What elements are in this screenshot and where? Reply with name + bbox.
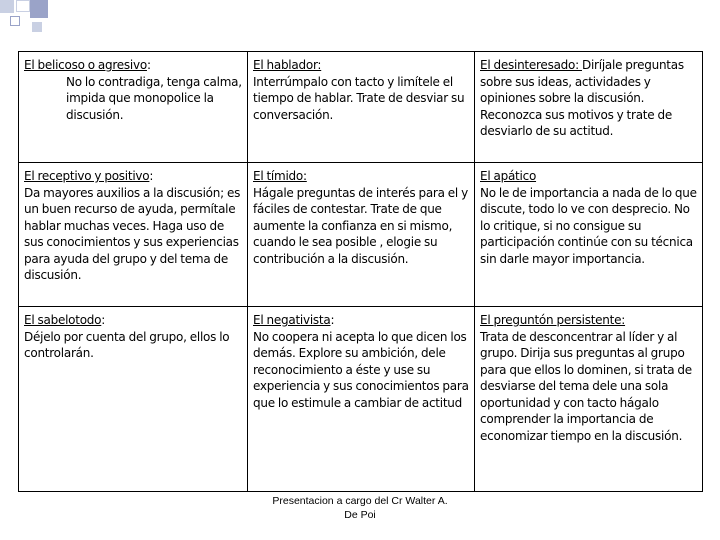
- cell-apatico: [475, 163, 703, 307]
- decorative-square: [10, 16, 20, 26]
- decorative-square: [16, 0, 30, 12]
- cell-title: El hablador:: [253, 58, 322, 72]
- cell-title: El sabelotodo: [24, 313, 102, 327]
- cell-title: El negativista: [253, 313, 331, 327]
- cell-text: No coopera ni acepta lo que dicen los demás. Explore su ambición, dele reconocimiento a éste y use su experiencia y sus conocimientos para que lo estimule a cambiar de actitud: [253, 329, 469, 410]
- participant-types-table: [18, 51, 703, 492]
- cell-text: No le de importancia a nada de lo que discute, todo lo ve con desprecio. No lo critique, si no consigue su participación continúe con su técnica sin darle mayor importancia.: [480, 185, 697, 266]
- footer-line: Presentacion a cargo del Cr Walter A.: [272, 495, 448, 507]
- cell-title: El apático: [480, 169, 537, 183]
- decorative-square: [32, 22, 42, 32]
- cell-text: Hágale preguntas de interés para el y fáciles de contestar. Trate de que aumente la confianza en si mismo, cuando le sea posible , elogie su contribución a la discusión.: [253, 185, 468, 266]
- cell-receptivo: [19, 163, 248, 307]
- cell-hablador: [248, 52, 475, 163]
- footer-line: De Poi: [344, 509, 376, 521]
- cell-title: El tímido:: [253, 169, 307, 183]
- cell-desinteresado: [475, 52, 703, 163]
- cell-title-suffix: Diríjale preguntas sobre sus ideas, actividades y opiniones sobre la discusión. Reconozca sus motivos y trate de desviarlo de su actitud.: [480, 58, 684, 138]
- cell-title-suffix: :: [149, 169, 154, 183]
- cell-title-suffix: :: [146, 58, 151, 72]
- cell-negativista: [248, 307, 475, 492]
- presenter-footer: [250, 494, 470, 522]
- table-row: [19, 52, 703, 163]
- cell-text: Trata de desconcentrar al líder y al grupo. Dirija sus preguntas al grupo para que ellos lo dominen, si trata de desviarse del tema dele una sola oportunidad y con tacto hágalo comprender la importancia de economizar tiempo en la discusión.: [480, 329, 692, 443]
- table-row: [19, 307, 703, 492]
- decorative-square: [0, 0, 14, 13]
- cell-title-suffix: :: [330, 313, 335, 327]
- cell-text: Déjelo por cuenta del grupo, ellos lo controlarán.: [24, 329, 230, 360]
- cell-text: No lo contradiga, tenga calma, impida que monopolice la discusión.: [66, 74, 242, 122]
- cell-title-suffix: :: [101, 313, 106, 327]
- cell-timido: [248, 163, 475, 307]
- cell-text: Da mayores auxilios a la discusión; es un buen recurso de ayuda, permítale hablar muchas veces. Haga uso de sus conocimientos y sus experiencias para ayuda del grupo y del tema de discusión.: [24, 185, 241, 282]
- decorative-square: [30, 0, 48, 18]
- cell-title: El desinteresado:: [480, 58, 582, 72]
- cell-title: El receptivo y positivo: [24, 169, 150, 183]
- cell-title: El belicoso o agresivo: [24, 58, 147, 72]
- corner-decoration: [0, 0, 60, 36]
- cell-sabelotodo: [19, 307, 248, 492]
- cell-belicoso: [19, 52, 248, 163]
- cell-text: Interrúmpalo con tacto y limítele el tiempo de hablar. Trate de desviar su conversación.: [253, 74, 465, 122]
- cell-pregunton: [475, 307, 703, 492]
- cell-title: El preguntón persistente:: [480, 313, 626, 327]
- table-row: [19, 163, 703, 307]
